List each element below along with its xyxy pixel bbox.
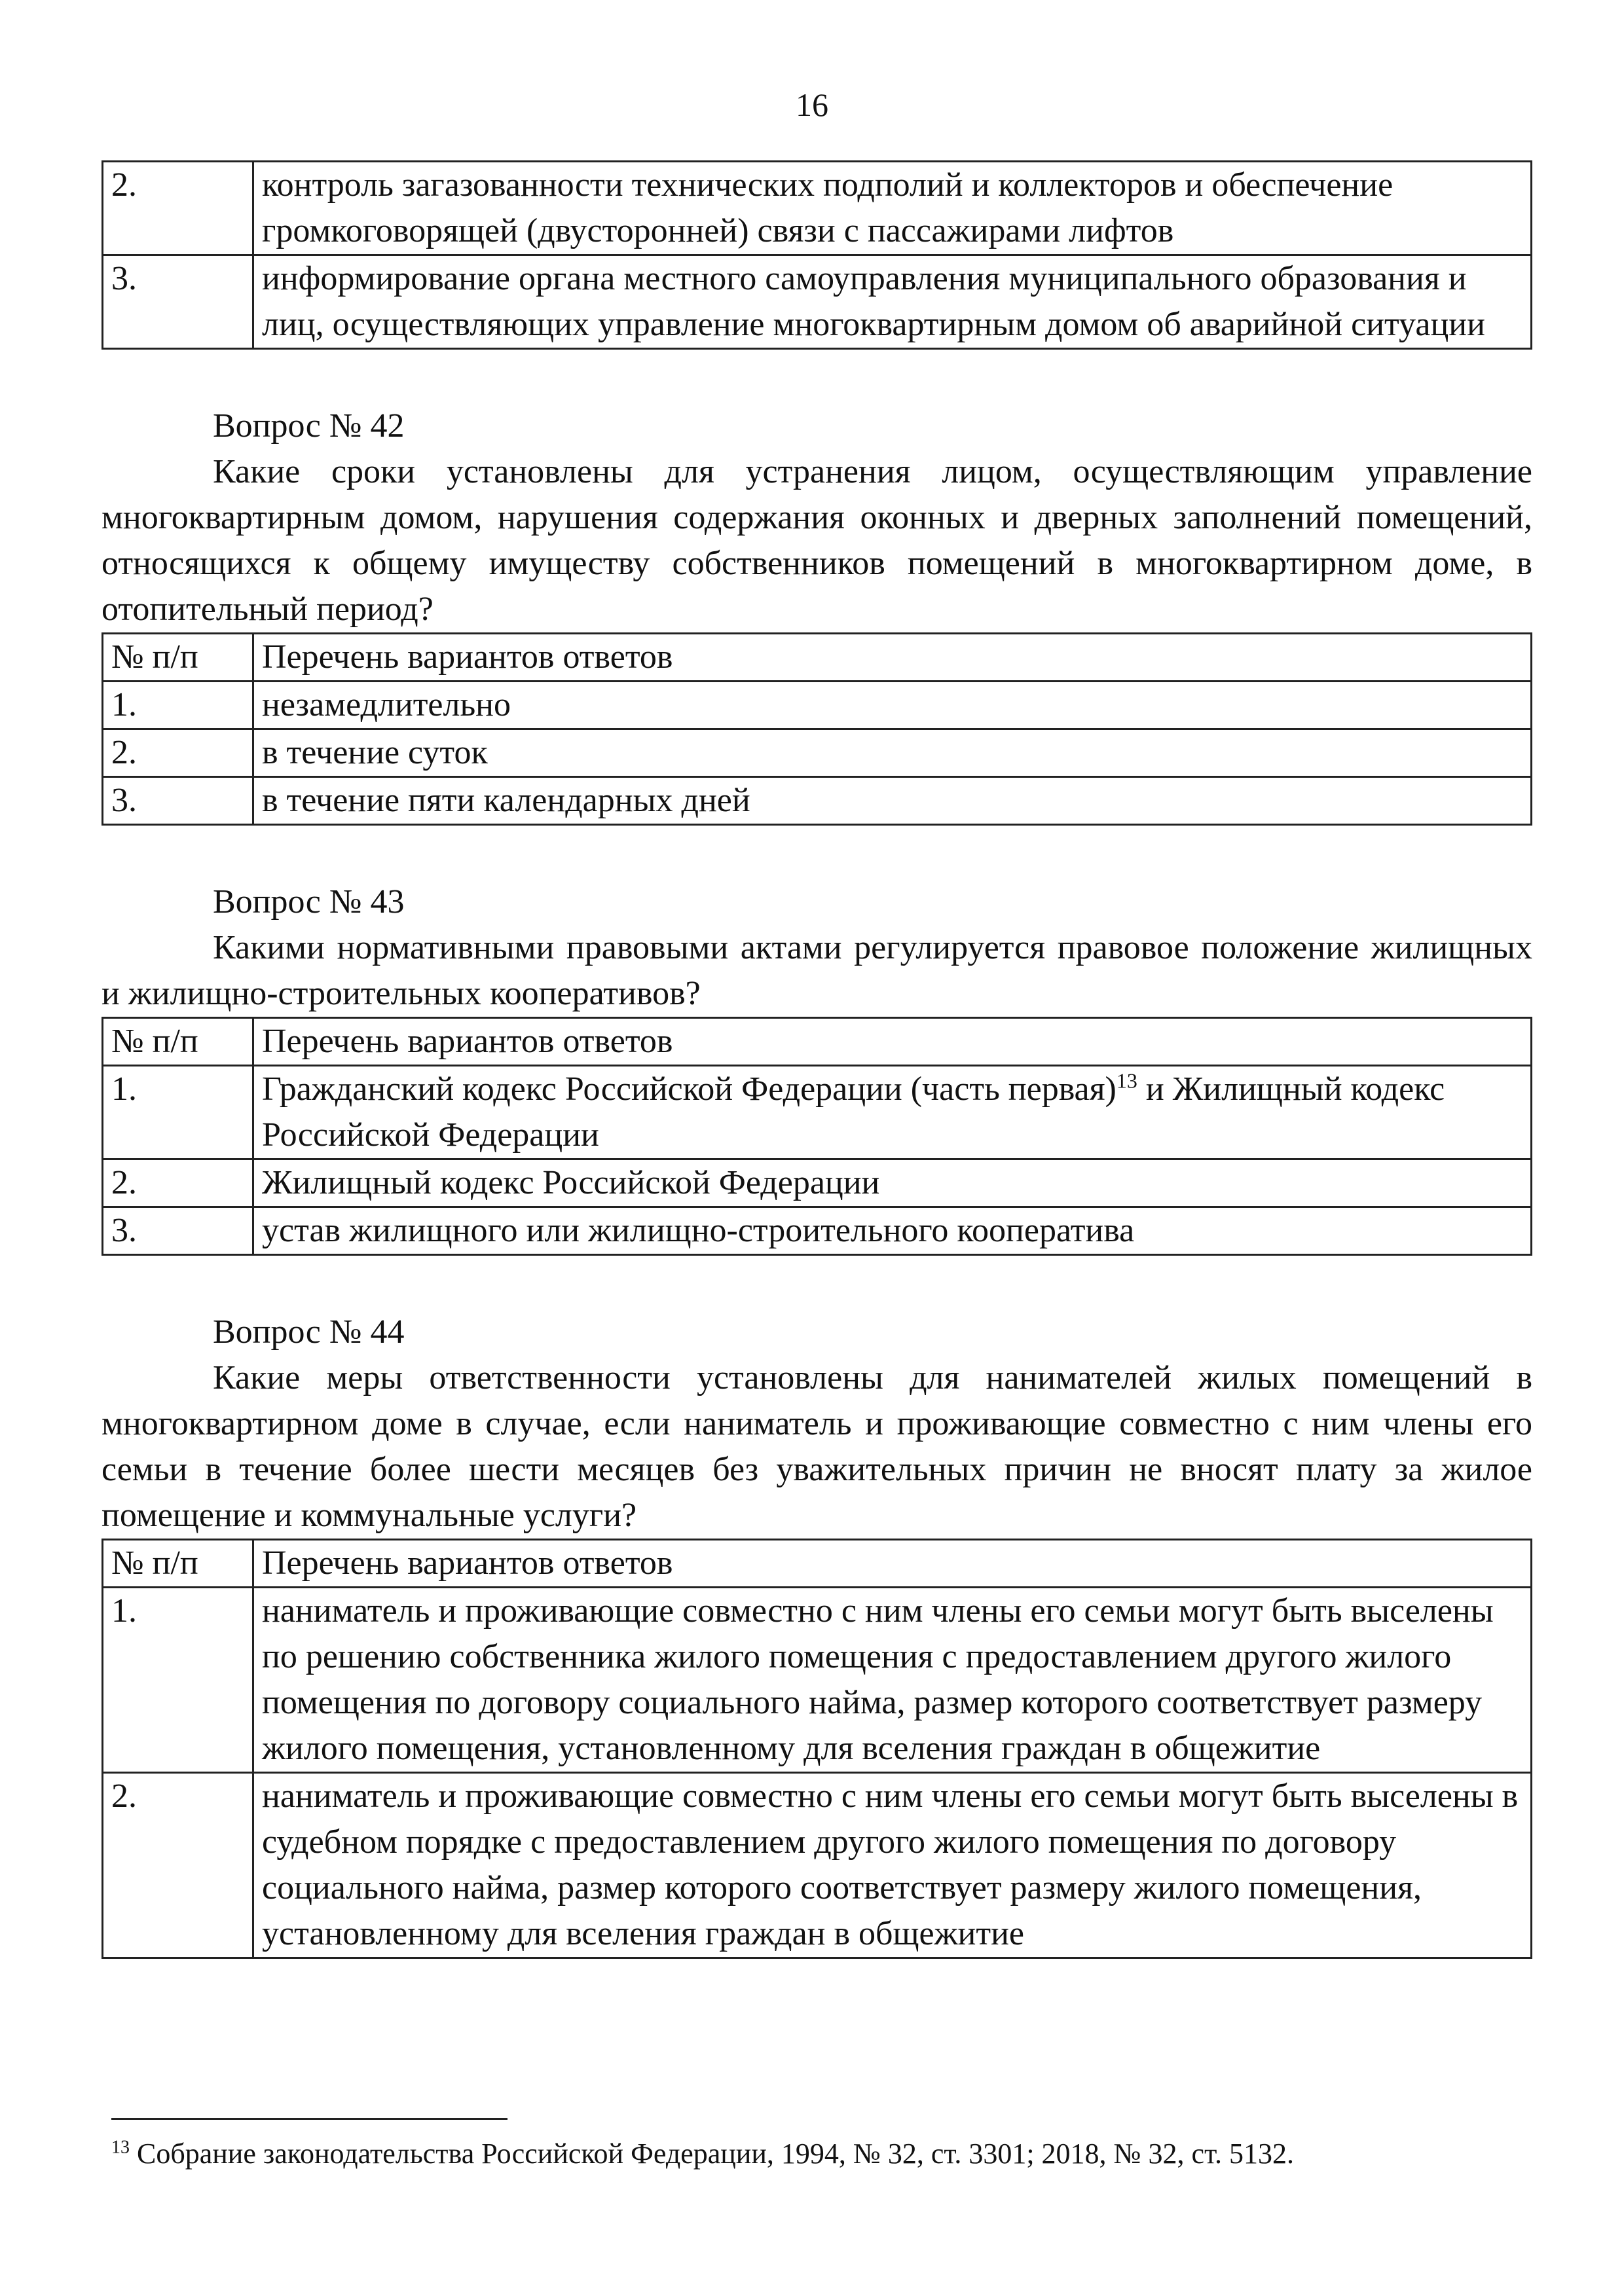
footnote-mark: 13: [111, 2137, 130, 2158]
row-number: 3.: [103, 255, 253, 349]
answers-table: [101, 632, 1532, 826]
question-43: [101, 879, 1532, 1256]
continued-answers-table: [101, 160, 1532, 350]
row-number: 2.: [103, 1773, 253, 1958]
footnote: [111, 2134, 1519, 2174]
table-row: [103, 1773, 1532, 1958]
row-number: 3.: [103, 1207, 253, 1255]
table-row: [103, 1588, 1532, 1773]
row-number: 1.: [103, 682, 253, 729]
row-number: 2.: [103, 162, 253, 255]
question-text: Какие сроки установлены для устранения лицом, осуществляющим управление многоквартирным домом, нарушения содержания оконных и дверных заполнений помещений, относящихся к общему имуществу собственников помещений в многоквартирном доме, в отопительный период?: [101, 453, 1532, 628]
answer-text-part: и Жилищный кодекс Российской Федерации: [262, 1070, 1445, 1154]
table-row: [103, 255, 1532, 349]
answer-text: в течение суток: [253, 729, 1532, 777]
row-number: 1.: [103, 1066, 253, 1159]
table-header-row: [103, 634, 1532, 682]
row-number: 2.: [103, 1159, 253, 1207]
answer-text: наниматель и проживающие совместно с ним члены его семьи могут быть выселены в судебном порядке с предоставлением другого жилого помещения по договору социального найма, размер которого соответствует размеру жилого помещения, установленному для вселения граждан в общежитие: [253, 1773, 1532, 1958]
column-header-answers: Перечень вариантов ответов: [253, 1540, 1532, 1588]
column-header-number: № п/п: [103, 634, 253, 682]
answer-text: в течение пяти календарных дней: [253, 777, 1532, 825]
footnote-reference: 13: [1116, 1068, 1137, 1093]
question-heading: Вопрос № 43: [213, 883, 405, 920]
answer-text: незамедлительно: [253, 682, 1532, 729]
question-text: Какими нормативными правовыми актами регулируется правовое положение жилищных и жилищно-строительных кооперативов?: [101, 929, 1532, 1012]
table-row: [103, 777, 1532, 825]
footnote-divider: [111, 2118, 507, 2120]
answer-text: наниматель и проживающие совместно с ним члены его семьи могут быть выселены по решению собственника жилого помещения с предоставлением другого жилого помещения по договору социального найма, размер которого соответствует размеру жилого помещения, установленному для вселения граждан в общежитие: [253, 1588, 1532, 1773]
column-header-number: № п/п: [103, 1540, 253, 1588]
question-text: Какие меры ответственности установлены для нанимателей жилых помещений в многоквартирном доме в случае, если наниматель и проживающие совместно с ним члены его семьи в течение более шести месяцев без уважительных причин не вносят плату за жилое помещение и коммунальные услуги?: [101, 1359, 1532, 1534]
question-heading: Вопрос № 42: [213, 407, 405, 445]
column-header-answers: Перечень вариантов ответов: [253, 1018, 1532, 1066]
table-row: [103, 682, 1532, 729]
answer-text: [253, 1066, 1532, 1159]
table-row: [103, 729, 1532, 777]
table-row: [103, 162, 1532, 255]
table-row: [103, 1159, 1532, 1207]
question-44: [101, 1309, 1532, 1959]
row-number: 3.: [103, 777, 253, 825]
table-row: [103, 1066, 1532, 1159]
answer-text: устав жилищного или жилищно-строительного кооператива: [253, 1207, 1532, 1255]
answer-text: Жилищный кодекс Российской Федерации: [253, 1159, 1532, 1207]
column-header-answers: Перечень вариантов ответов: [253, 634, 1532, 682]
answer-text: контроль загазованности технических подполий и коллекторов и обеспечение громкоговорящей (двусторонней) связи с пассажирами лифтов: [253, 162, 1532, 255]
footnote-text: Собрание законодательства Российской Федерации, 1994, № 32, ст. 3301; 2018, № 32, ст. 5132.: [130, 2138, 1294, 2170]
answers-table: [101, 1017, 1532, 1256]
table-header-row: [103, 1018, 1532, 1066]
row-number: 1.: [103, 1588, 253, 1773]
row-number: 2.: [103, 729, 253, 777]
column-header-number: № п/п: [103, 1018, 253, 1066]
table-row: [103, 1207, 1532, 1255]
page-number: 16: [796, 86, 828, 123]
document-body: [101, 160, 1532, 1959]
question-42: [101, 403, 1532, 826]
answer-text: информирование органа местного самоуправления муниципального образования и лиц, осуществляющих управление многоквартирным домом об аварийной ситуации: [253, 255, 1532, 349]
question-heading: Вопрос № 44: [213, 1313, 405, 1351]
table-header-row: [103, 1540, 1532, 1588]
answer-text-part: Гражданский кодекс Российской Федерации (часть первая): [262, 1070, 1116, 1108]
answers-table: [101, 1539, 1532, 1959]
